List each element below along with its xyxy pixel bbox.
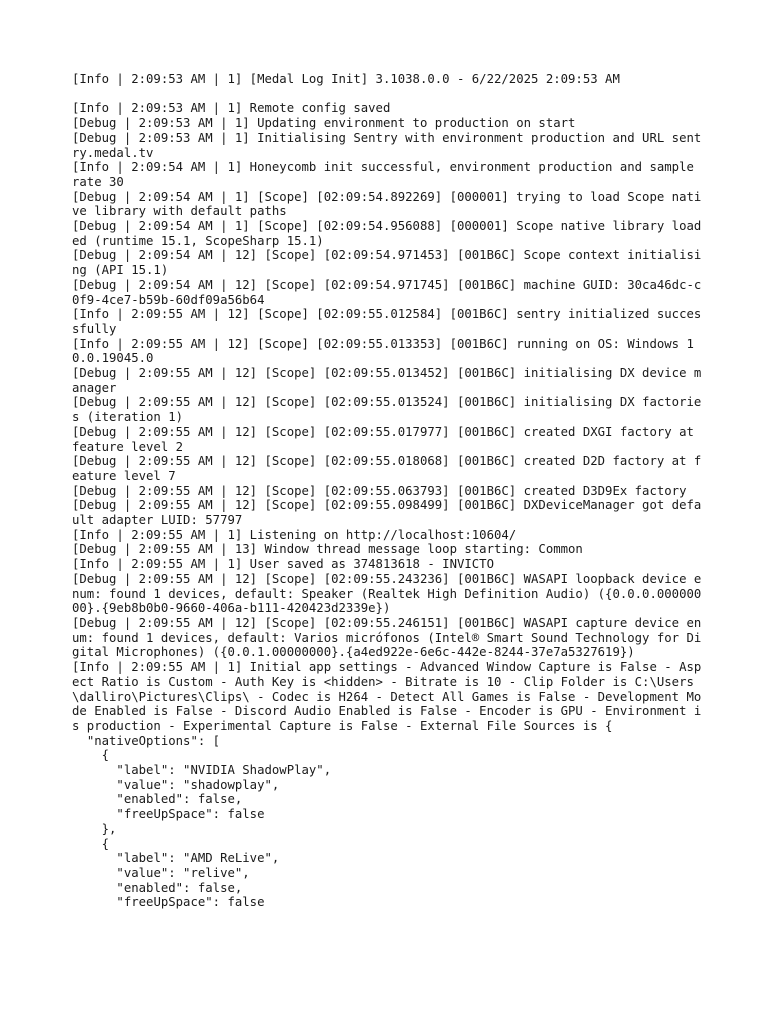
log-line: [Info | 2:09:53 AM | 1] Remote config saved xyxy=(72,101,391,116)
json-line: "value": "relive", xyxy=(72,865,250,880)
log-line: [Info | 2:09:54 AM | 1] Honeycomb init successful, environment production and sample rate 30 xyxy=(72,160,702,189)
log-line: [Debug | 2:09:54 AM | 12] [Scope] [02:09:54.971745] [001B6C] machine GUID: 30ca46dc-c0f9-4ce7-b59b-60df09a56b64 xyxy=(72,277,702,307)
log-line: [Debug | 2:09:55 AM | 12] [Scope] [02:09:55.246151] [001B6C] WASAPI capture device enum: found 1 devices, default: Varios micrófonos (Intel® Smart Sound Technology for Digital Microphones) ({0.0.1.00000000}.{a4ed922e-6e6c-442e-8244-37e7a5327619}) xyxy=(72,616,702,660)
log-line: [Debug | 2:09:54 AM | 12] [Scope] [02:09:54.971453] [001B6C] Scope context initialising (API 15.1) xyxy=(72,248,702,278)
log-line: [Info | 2:09:55 AM | 1] Listening on http://localhost:10604/ xyxy=(72,527,517,542)
log-line: [Info | 2:09:55 AM | 12] [Scope] [02:09:55.012584] [001B6C] sentry initialized successfully xyxy=(72,307,702,336)
log-line: [Info | 2:09:55 AM | 1] User saved as 374813618 - INVICTO xyxy=(72,557,494,572)
log-line: [Info | 2:09:55 AM | 12] [Scope] [02:09:55.013353] [001B6C] running on OS: Windows 10.0.19045.0 xyxy=(72,336,694,366)
log-line: [Debug | 2:09:53 AM | 1] Initialising Sentry with environment production and URL sentry.medal.tv xyxy=(72,130,702,160)
json-line: "enabled": false, xyxy=(72,792,243,807)
json-line: "label": "NVIDIA ShadowPlay", xyxy=(72,763,332,778)
json-line: "nativeOptions": [ xyxy=(72,733,221,748)
log-text xyxy=(72,72,702,910)
log-line: [Debug | 2:09:54 AM | 1] [Scope] [02:09:54.956088] [000001] Scope native library loaded (runtime 15.1, ScopeSharp 15.1) xyxy=(72,219,702,248)
json-line: { xyxy=(72,836,110,851)
log-line: [Debug | 2:09:55 AM | 12] [Scope] [02:09:55.063793] [001B6C] created D3D9Ex factory xyxy=(72,483,687,498)
json-line: { xyxy=(72,748,110,763)
log-header-line: [Info | 2:09:53 AM | 1] [Medal Log Init] 3.1038.0.0 - 6/22/2025 2:09:53 AM xyxy=(72,72,620,86)
json-line: }, xyxy=(72,821,117,836)
json-line: "enabled": false, xyxy=(72,880,243,895)
json-line: "value": "shadowplay", xyxy=(72,777,280,792)
log-line: [Debug | 2:09:55 AM | 12] [Scope] [02:09:55.243236] [001B6C] WASAPI loopback device enum: found 1 devices, default: Speaker (Realtek High Definition Audio) ({0.0.0.00000000}.{9eb8b0b0-9660-406a-b111-420423d2339e}) xyxy=(72,571,702,616)
json-line: "freeUpSpace": false xyxy=(72,895,265,910)
log-line: [Debug | 2:09:54 AM | 1] [Scope] [02:09:54.892269] [000001] trying to load Scope native library with default paths xyxy=(72,189,702,219)
log-line: [Debug | 2:09:55 AM | 12] [Scope] [02:09:55.013524] [001B6C] initialising DX factories (iteration 1) xyxy=(72,395,702,425)
log-line: [Info | 2:09:55 AM | 1] Initial app settings - Advanced Window Capture is False - Aspect Ratio is Custom - Auth Key is <hidden> - Bitrate is 10 - Clip Folder is C:\Users\dalliro\Pictures\Clips\ - Codec is H264 - Detect All Games is False - Development Mode Enabled is False - Discord Audio Enabled is False - Encoder is GPU - Environment is production - Experimental Capture is False - External File Sources is { xyxy=(72,660,702,733)
log-line: [Debug | 2:09:55 AM | 12] [Scope] [02:09:55.098499] [001B6C] DXDeviceManager got default adapter LUID: 57797 xyxy=(72,498,702,528)
json-line: "freeUpSpace": false xyxy=(72,807,265,822)
log-line: [Debug | 2:09:55 AM | 12] [Scope] [02:09:55.017977] [001B6C] created DXGI factory at feature level 2 xyxy=(72,424,702,454)
json-line: "label": "AMD ReLive", xyxy=(72,851,280,866)
log-line: [Debug | 2:09:55 AM | 12] [Scope] [02:09:55.018068] [001B6C] created D2D factory at feature level 7 xyxy=(72,454,702,483)
blank-line xyxy=(72,87,702,102)
log-line: [Debug | 2:09:53 AM | 1] Updating environment to production on start xyxy=(72,116,576,131)
log-line: [Debug | 2:09:55 AM | 12] [Scope] [02:09:55.013452] [001B6C] initialising DX device manager xyxy=(72,366,702,395)
log-line: [Debug | 2:09:55 AM | 13] Window thread message loop starting: Common xyxy=(72,542,583,557)
